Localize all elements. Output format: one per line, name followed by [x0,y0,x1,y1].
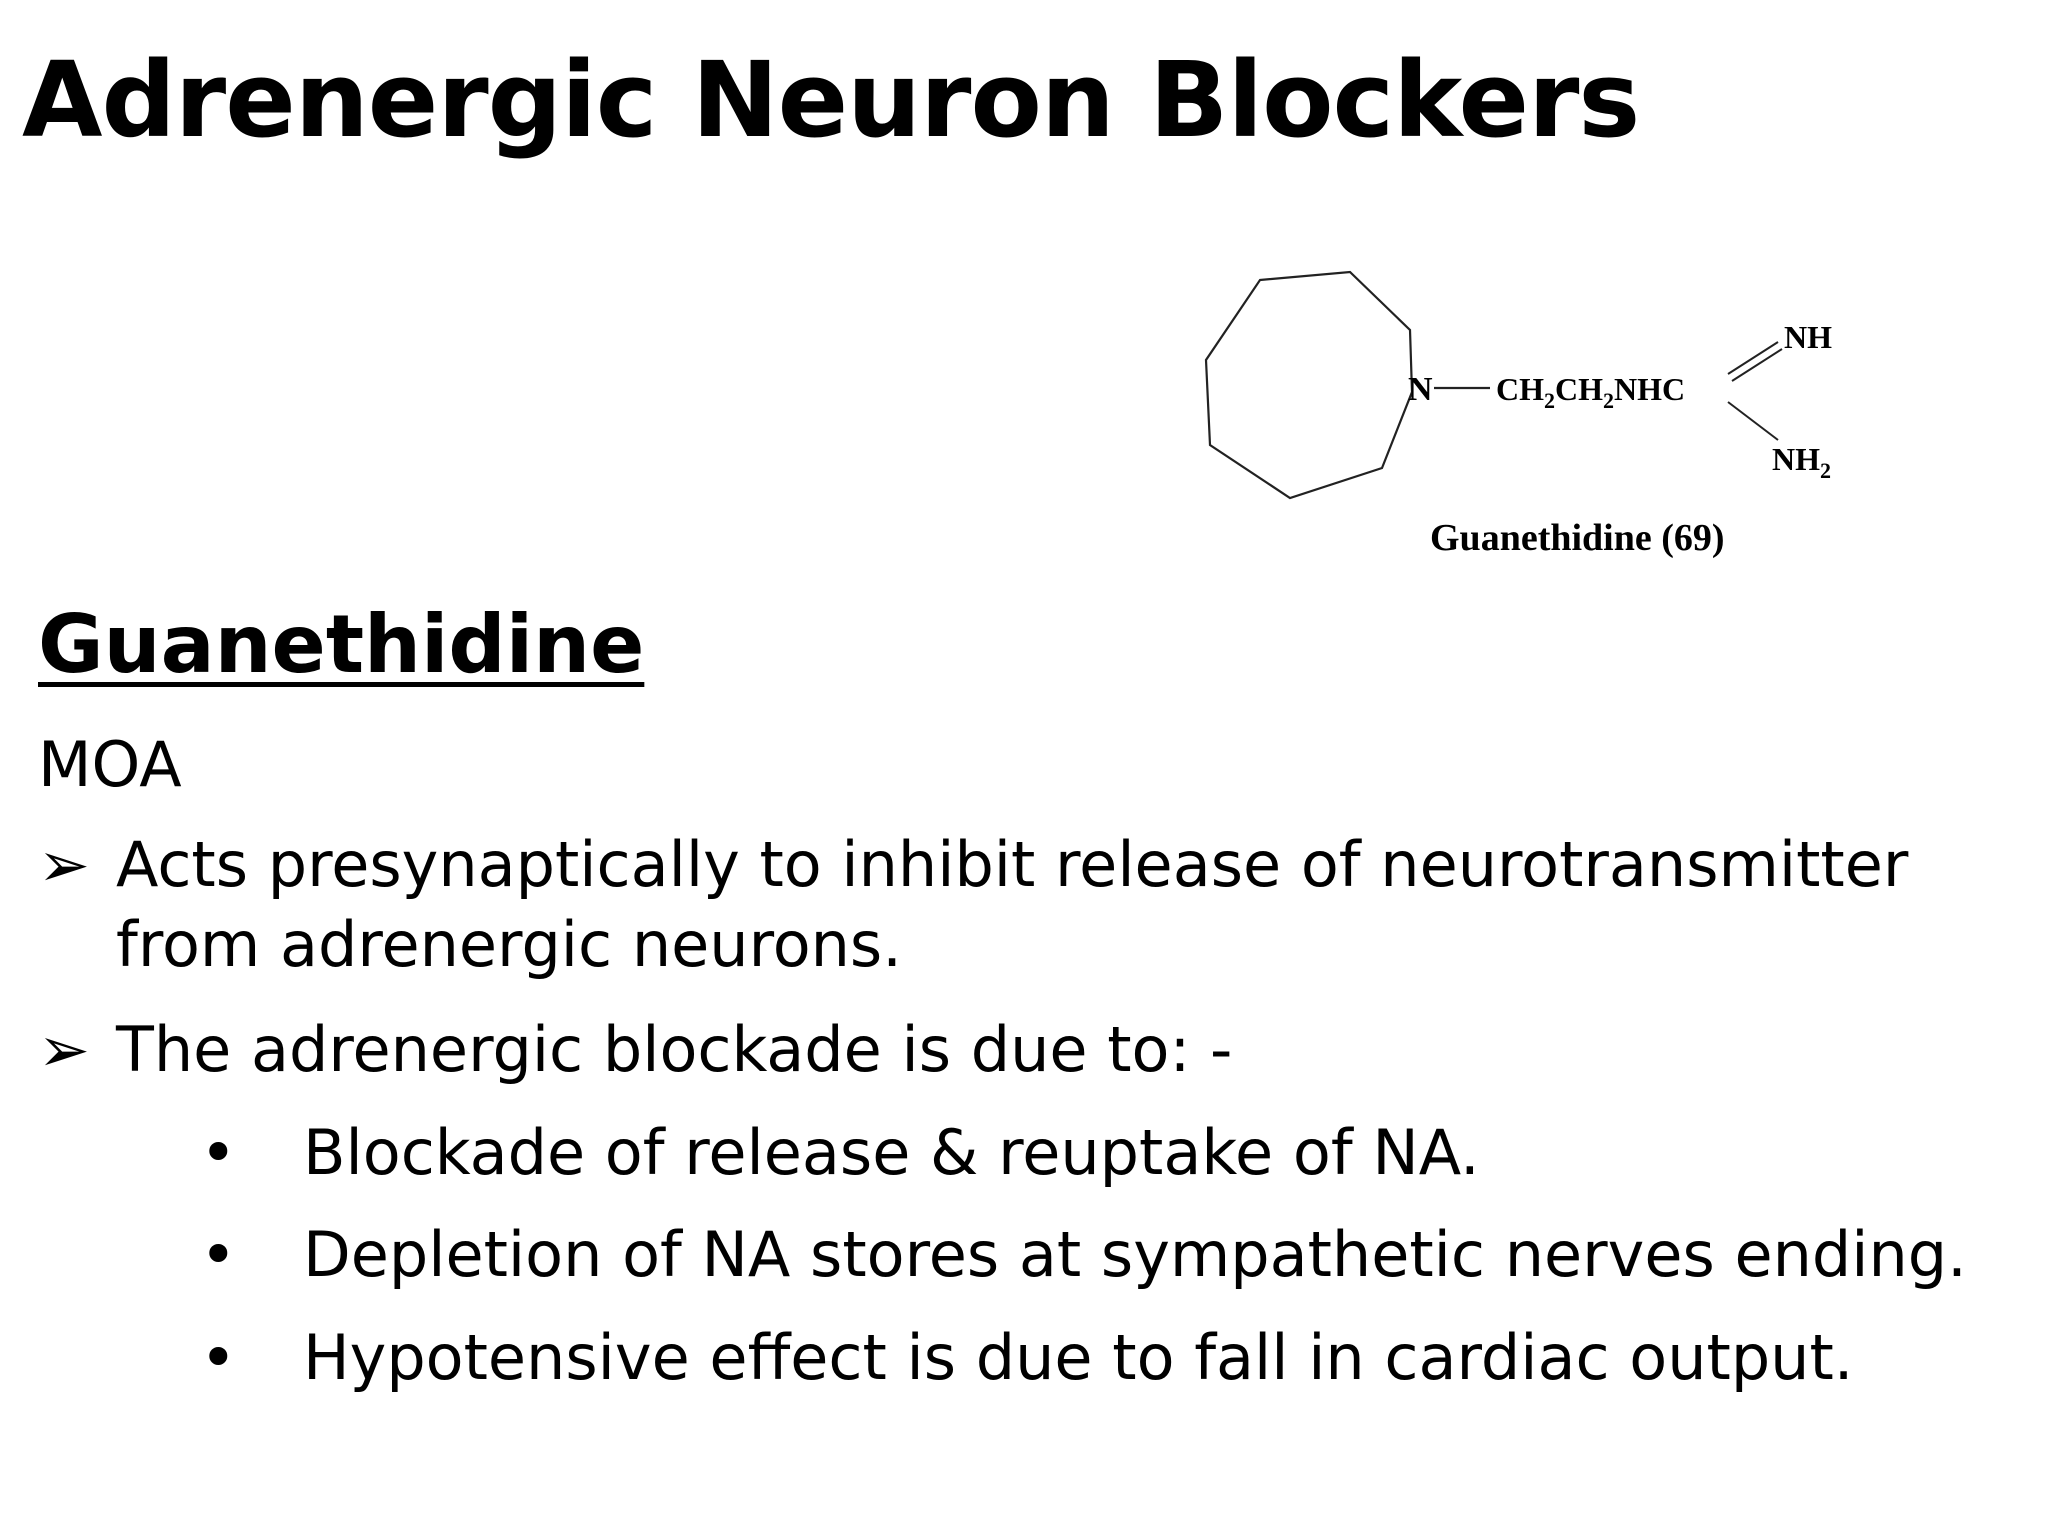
moa-point-1 [38,825,1996,985]
arrow-bullet-icon: ➢ [38,1013,90,1086]
moa-point-2 [38,1010,1996,1090]
subpoint-3-text: Hypotensive effect is due to fall in cardiac output. [303,1321,1854,1394]
moa-point-1-line-2: from adrenergic neurons. [116,908,902,981]
amine-nh2-label: $NH_2$ [1772,441,1831,483]
bullet-dot-icon: • [200,1116,237,1189]
subpoint-2-text: Depletion of NA stores at sympathetic nerves ending. [303,1218,1967,1291]
subpoint-1-text: Blockade of release & reuptake of NA. [303,1116,1480,1189]
moa-label: MOA [38,728,182,801]
arrow-bullet-icon: ➢ [38,828,90,901]
ring-nitrogen-label: N [1408,371,1433,408]
guanethidine-structure-diagram [1150,250,1870,590]
structure-caption: Guanethidine (69) [1430,517,1725,559]
imine-nh-label: NH [1784,319,1832,355]
subpoint-2 [200,1215,1967,1295]
bullet-dot-icon: • [200,1218,237,1291]
imine-double-bond-1 [1728,342,1778,374]
bullet-dot-icon: • [200,1321,237,1394]
amine-single-bond [1728,402,1778,440]
azocane-ring [1206,272,1412,498]
moa-point-1-line-1: Acts presynaptically to inhibit release of neurotransmitter [116,828,1909,901]
drug-heading: Guanethidine [38,598,645,691]
side-chain-formula: $CH_2CH_2NHC$ [1496,371,1686,413]
imine-double-bond-2 [1732,349,1782,381]
moa-point-2-line-1: The adrenergic blockade is due to: - [116,1013,1233,1086]
subpoint-3 [200,1318,1853,1398]
subpoint-1 [200,1113,1480,1193]
slide-title: Adrenergic Neuron Blockers [22,39,1640,161]
